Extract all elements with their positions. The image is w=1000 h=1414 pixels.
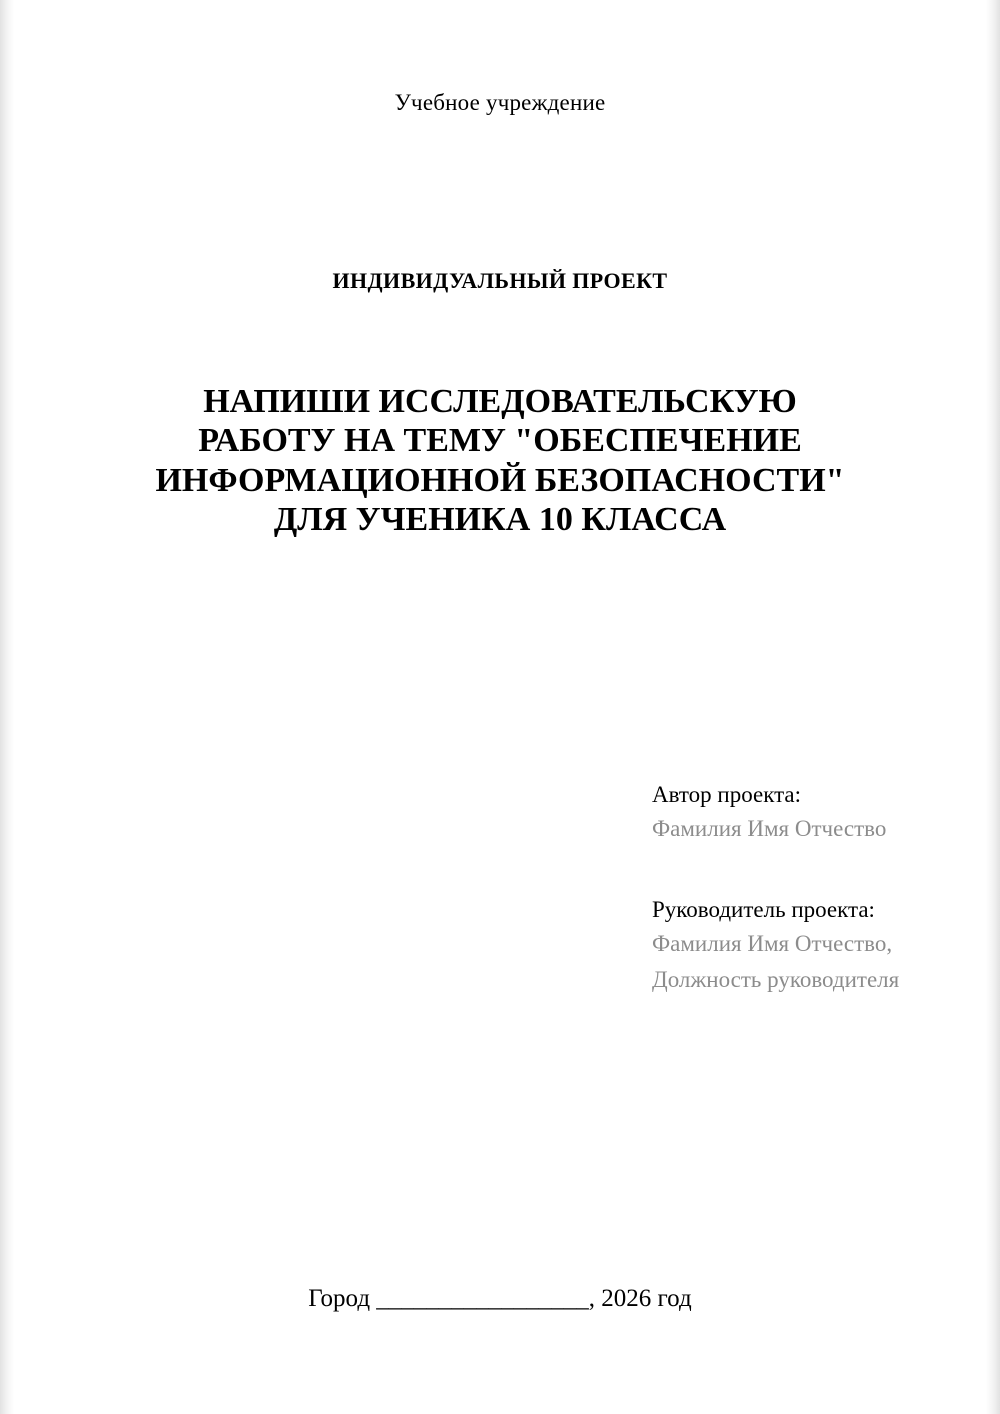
signature-block	[652, 778, 1000, 998]
supervisor-value-line-2: Должность руководителя	[652, 966, 900, 992]
page-content	[120, 0, 900, 1414]
author-label: Автор проекта:	[652, 782, 801, 807]
supervisor-group	[652, 893, 1000, 998]
author-value: Фамилия Имя Отчество	[652, 816, 887, 842]
page-footer	[120, 1285, 880, 1313]
document-type: ИНДИВИДУАЛЬНЫЙ ПРОЕКТ	[332, 267, 668, 293]
author-group	[652, 778, 1000, 847]
page-title: НАПИШИ ИССЛЕДОВАТЕЛЬСКУЮ РАБОТУ НА ТЕМУ "ОБЕСПЕЧЕНИЕ ИНФОРМАЦИОННОЙ БЕЗОПАСНОСТИ" ДЛЯ УЧЕНИКА 10 КЛАССА	[155, 382, 845, 539]
institution-name: Учебное учреждение	[394, 90, 606, 115]
city-year-line: Город _________________, 2026 год	[308, 1285, 692, 1312]
supervisor-value-line-1: Фамилия Имя Отчество,	[652, 931, 893, 957]
supervisor-label: Руководитель проекта:	[652, 896, 875, 922]
